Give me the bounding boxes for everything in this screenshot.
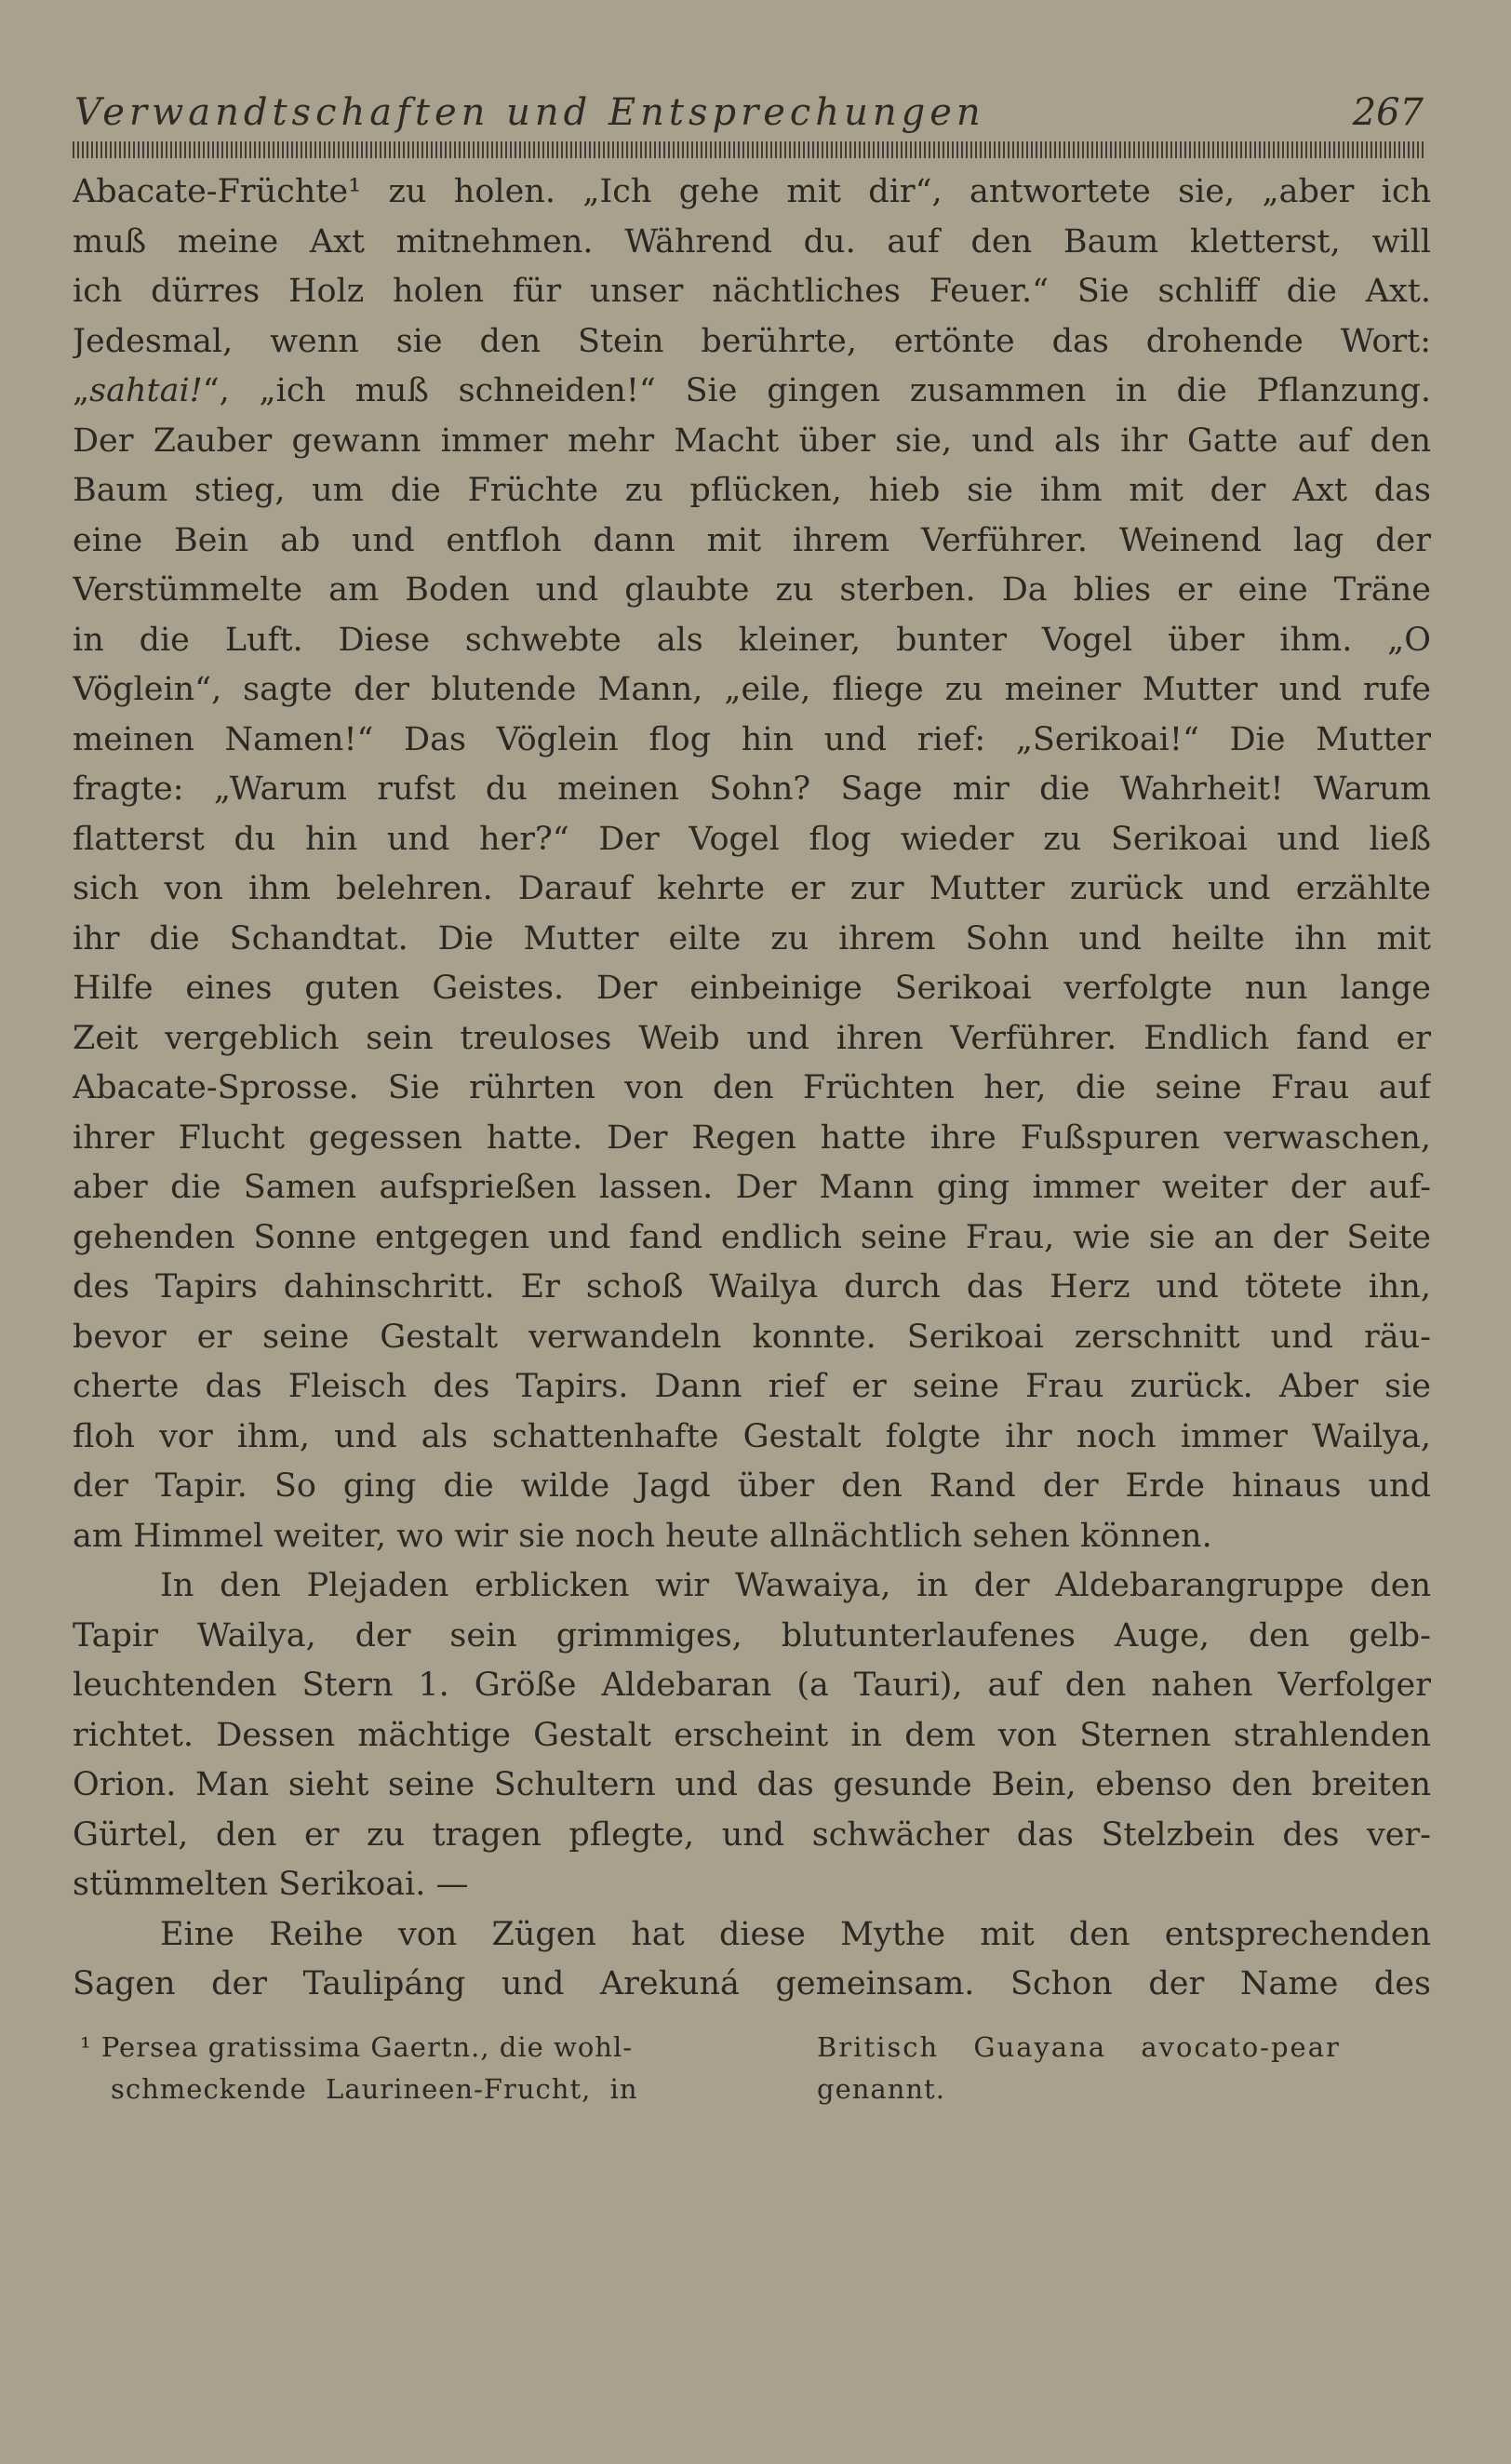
text-line: meinen Namen!“ Das Vöglein flog hin und rief: „Serikoai!“ Die Mutter (73, 720, 1431, 758)
text-line: Tapir Wailya, der sein grimmiges, blutunterlaufenes Auge, den gelb- (73, 1616, 1431, 1654)
text-line: muß meine Axt mitnehmen. Während du. auf den Baum kletterst, will (73, 222, 1431, 261)
text-line: ich dürres Holz holen für unser nächtliches Feuer.“ Sie schliff die Axt. (73, 273, 1431, 310)
text-line: eine Bein ab und entfloh dann mit ihrem Verführer. Weinend lag der (73, 521, 1431, 559)
text-line: cherte das Fleisch des Tapirs. Dann rief er seine Frau zurück. Aber sie (73, 1368, 1431, 1405)
footnote-line: schmeckende Laurineen-Frucht, in (111, 2073, 638, 2105)
footnote-line: ¹ Persea gratissima Gaertn., die wohl- (80, 2031, 634, 2063)
text-line: Orion. Man sieht seine Schultern und das gesunde Bein, ebenso den breiten (73, 1766, 1431, 1803)
text-line: floh vor ihm, und als schattenhafte Gestalt folgte ihr noch immer Wailya, (73, 1417, 1431, 1455)
text-line: am Himmel weiter, wo wir sie noch heute allnächtlich sehen können. (73, 1517, 1212, 1555)
text-line: Vöglein“, sagte der blutende Mann, „eile, fliege zu meiner Mutter und rufe (73, 671, 1431, 708)
text-line: Gürtel, den er zu tragen pflegte, und schwächer das Stelzbein des ver- (73, 1815, 1431, 1854)
text-line: ihrer Flucht gegessen hatte. Der Regen hatte ihre Fußspuren verwaschen, (73, 1118, 1431, 1157)
text-line: Sagen der Taulipáng und Arekuná gemeinsam. Schon der Name des (73, 1965, 1431, 2002)
magic-word: sahtai! (89, 372, 203, 409)
text-line: leuchtenden Stern 1. Größe Aldebaran (a Tauri), auf den nahen Verfolger (73, 1667, 1431, 1704)
text-line: sich von ihm belehren. Darauf kehrte er zur Mutter zurück und erzählte (73, 870, 1431, 907)
text-line: der Tapir. So ging die wilde Jagd über den Rand der Erde hinaus und (73, 1467, 1431, 1505)
text-line: flatterst du hin und her?“ Der Vogel flog wieder zu Serikoai und ließ (73, 820, 1431, 858)
text-line: Verstümmelte am Boden und glaubte zu sterben. Da blies er eine Träne (73, 571, 1431, 609)
page-number: 267 (1352, 91, 1424, 134)
text-line: Jedesmal, wenn sie den Stein berührte, ertönte das drohende Wort: (73, 322, 1431, 360)
text-line: Baum stieg, um die Früchte zu pflücken, hieb sie ihm mit der Axt das (73, 472, 1431, 509)
text-line: ihr die Schandtat. Die Mutter eilte zu ihrem Sohn und heilte ihn mit (73, 919, 1431, 957)
text-line: Der Zauber gewann immer mehr Macht über sie, und als ihr Gatte auf den (73, 422, 1431, 460)
text-line: fragte: „Warum rufst du meinen Sohn? Sage mir die Wahrheit! Warum (73, 770, 1431, 808)
footnote-left-column (80, 2027, 750, 2110)
text-line: stümmelten Serikoai. — (73, 1866, 469, 1903)
footnote-line: Britisch Guayana avocato-pear (817, 2031, 1341, 2063)
text-line: aber die Samen aufsprießen lassen. Der Mann ging immer weiter der auf- (73, 1169, 1431, 1206)
text-line: Zeit vergeblich sein treuloses Weib und ihren Verführer. Endlich fand er (73, 1019, 1431, 1057)
text-line: Abacate-Sprosse. Sie rührten von den Früchten her, die seine Frau auf (73, 1069, 1431, 1106)
header-rule (73, 141, 1424, 158)
page-header (74, 91, 1424, 138)
text-line: des Tapirs dahinschritt. Er schoß Wailya durch das Herz und tötete ihn, (73, 1268, 1431, 1306)
text-line: In den Plejaden erblicken wir Wawaiya, in der Aldebarangruppe den (160, 1567, 1431, 1604)
running-title: Verwandtschaften und Entsprechungen (74, 91, 985, 134)
body-text (73, 167, 1431, 2010)
text-line: „sahtai!“, „ich muß schneiden!“ Sie gingen zusammen in die Pflanzung. (73, 372, 1431, 409)
text-line: gehenden Sonne entgegen und fand endlich seine Frau, wie sie an der Seite (73, 1218, 1431, 1256)
footnote-line: genannt. (817, 2073, 945, 2105)
text-line: Hilfe eines guten Geistes. Der einbeinige Serikoai verfolgte nun lange (73, 970, 1431, 1007)
footnote-right-column (817, 2027, 1468, 2110)
text-line: in die Luft. Diese schwebte als kleiner, bunter Vogel über ihm. „O (73, 621, 1431, 659)
text-line: richtet. Dessen mächtige Gestalt erscheint in dem von Sternen strahlenden (73, 1716, 1431, 1754)
text-line: bevor er seine Gestalt verwandeln konnte. Serikoai zerschnitt und räu- (73, 1318, 1431, 1356)
text-line: Eine Reihe von Zügen hat diese Mythe mit den entsprechenden (160, 1915, 1431, 1953)
text-line: Abacate-Früchte¹ zu holen. „Ich gehe mit dir“, antwortete sie, „aber ich (73, 173, 1431, 210)
